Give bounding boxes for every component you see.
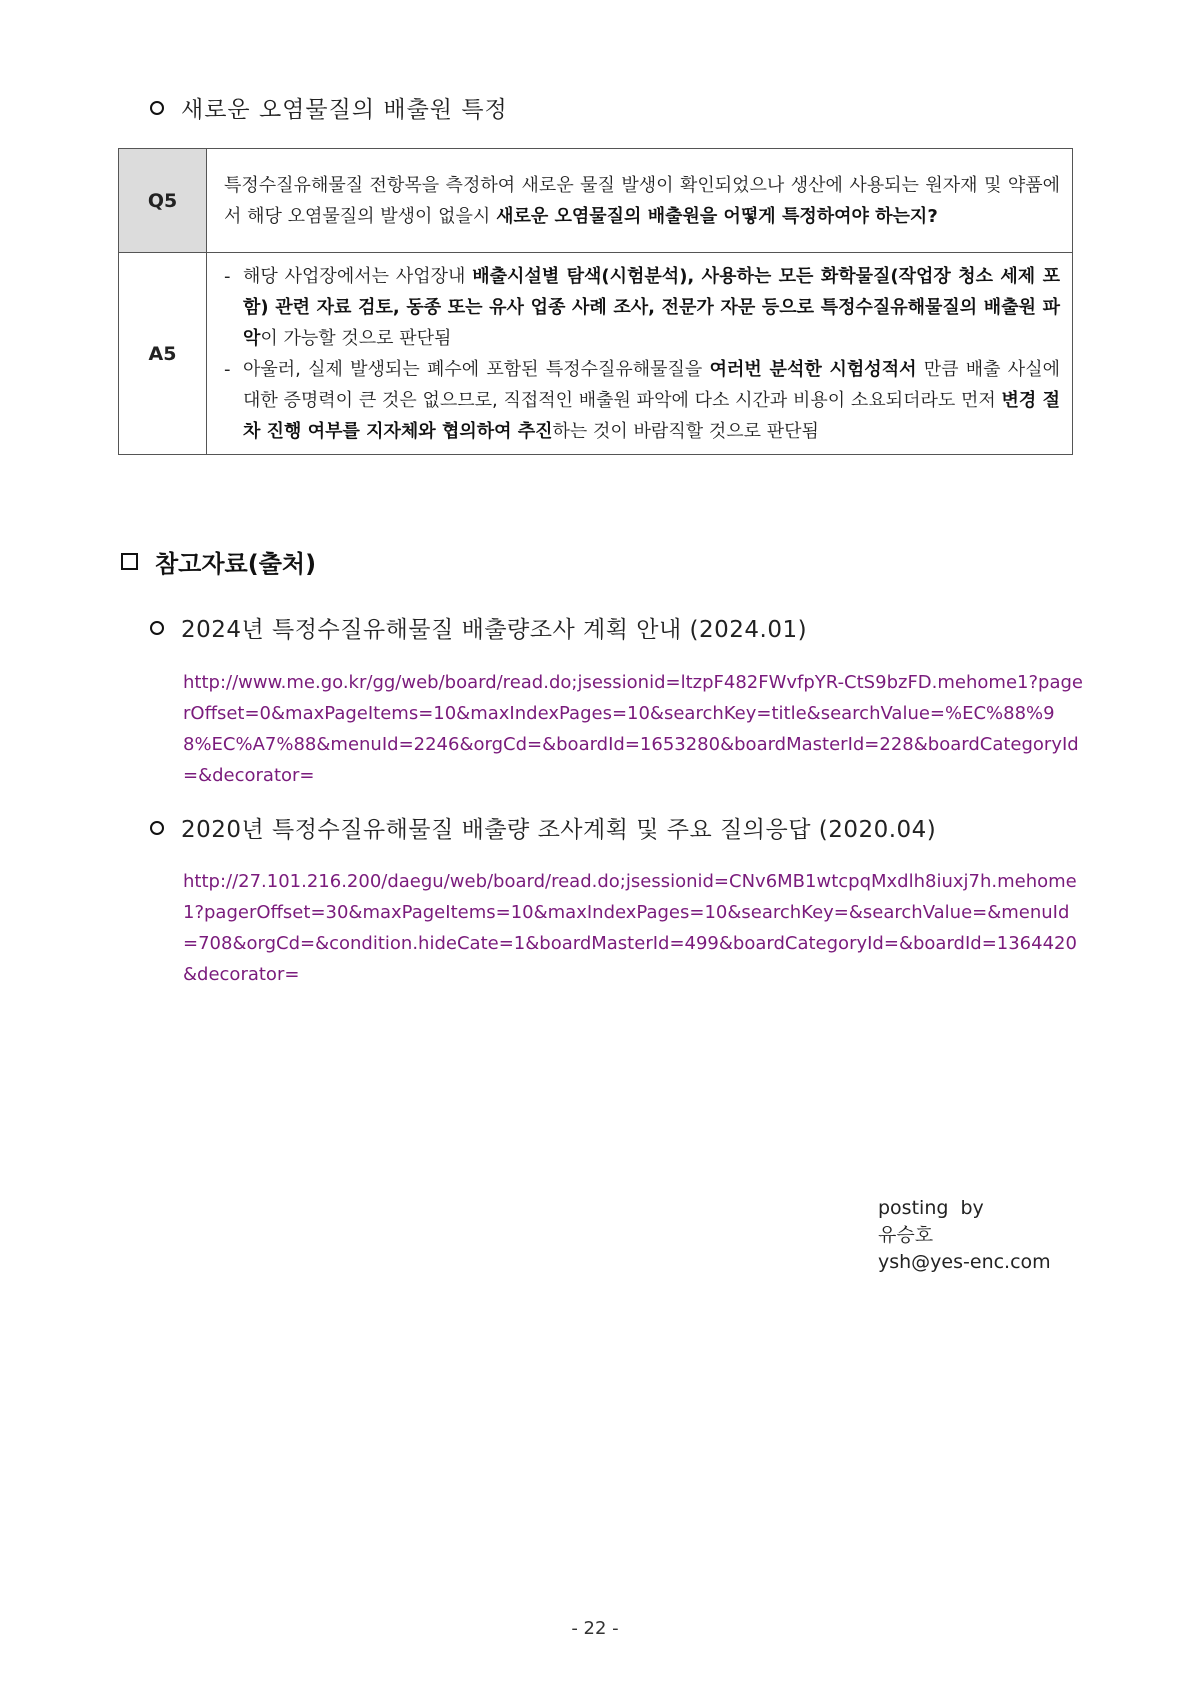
circle-bullet-icon <box>150 101 164 115</box>
answer-item-1: - 해당 사업장에서는 사업장내 배출시설별 탐색(시험분석), 사용하는 모든 화학물질(작업장 청소 세제 포함) 관련 자료 검토, 동종 또는 유사 업종 사례 조사, 전문가 자문 등으로 특정수질유해물질의 배출원 파악이 가능할 것으로 판단됨 <box>224 265 1060 349</box>
page-number: - 22 - <box>571 1618 619 1639</box>
reference-item-2 <box>150 811 936 844</box>
answer-item-2: - 아울러, 실제 발생되는 폐수에 포함된 특정수질유해물질을 여러번 분석한 시험성적서 만큼 배출 사실에 대한 증명력이 큰 것은 없으므로, 직접적인 배출원 파악에 다소 시간과 비용이 소요되더라도 먼저 변경 절차 진행 여부를 지자체와 협의하여 추진하는 것이 바람직할 것으로 판단됨 <box>224 358 1060 442</box>
reference-link-1[interactable]: http://www.me.go.kr/gg/web/board/read.do;jsessionid=ltzpF482FWvfpYR-CtS9bzFD.mehome1?pagerOffset=0&maxPageItems=10&maxIndexPages=10&searchKey=title&searchValue=%EC%88%98%EC%A7%88&menuId=2246&orgCd=&boardId=1653280&boardMasterId=228&boardCategoryId=&decorator= <box>183 672 1083 786</box>
circle-bullet-icon <box>150 621 164 635</box>
section-heading-source <box>150 91 508 124</box>
question-label: Q5 <box>119 149 207 253</box>
question-row <box>119 149 1073 253</box>
section-title: 새로운 오염물질의 배출원 특정 <box>181 97 508 123</box>
answer-label: A5 <box>119 253 207 455</box>
author-email: ysh@yes-enc.com <box>878 1251 1051 1273</box>
question-emphasis: 새로운 오염물질의 배출원을 어떻게 특정하여야 하는지? <box>496 205 938 227</box>
reference-title-1: 2024년 특정수질유해물질 배출량조사 계획 안내 (2024.01) <box>181 617 808 643</box>
posting-by: posting by <box>878 1197 984 1219</box>
question-text: 특정수질유해물질 전항목을 측정하여 새로운 물질 발생이 확인되었으나 생산에 사용되는 원자재 및 약품에서 해당 오염물질의 발생이 없을시 새로운 오염물질의 배출원을 어떻게 특정하여야 하는지? <box>224 174 1060 227</box>
reference-link-2[interactable]: http://27.101.216.200/daegu/web/board/read.do;jsessionid=CNv6MB1wtcpqMxdlh8iuxj7h.mehome1?pagerOffset=30&maxPageItems=10&maxIndexPages=10&searchKey=&searchValue=&menuId=708&orgCd=&condition.hideCate=1&boardMasterId=499&boardCategoryId=&boardId=1364420&decorator= <box>183 871 1077 985</box>
references-heading <box>121 544 316 579</box>
qa-table <box>118 148 1073 455</box>
circle-bullet-icon <box>150 821 164 835</box>
reference-title-2: 2020년 특정수질유해물질 배출량 조사계획 및 주요 질의응답 (2020.04) <box>181 817 937 843</box>
posting-info <box>878 1195 1051 1276</box>
author-name: 유승호 <box>878 1224 934 1246</box>
question-cell <box>207 149 1073 253</box>
answer-row <box>119 253 1073 455</box>
reference-item-1 <box>150 611 807 644</box>
answer-cell <box>207 253 1073 455</box>
square-bullet-icon <box>121 553 138 570</box>
references-title: 참고자료(출처) <box>155 550 317 578</box>
